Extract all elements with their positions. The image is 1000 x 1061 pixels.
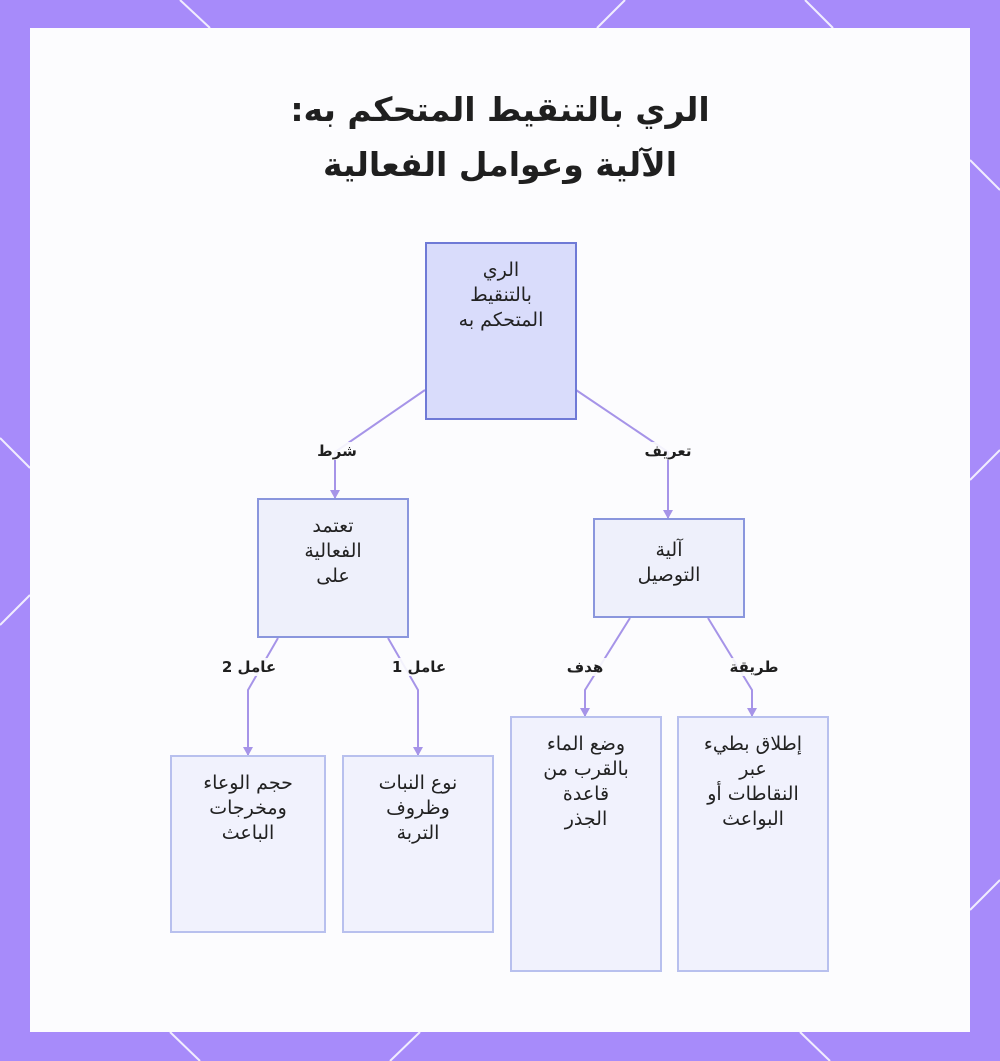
title-line-1: الري بالتنقيط المتحكم به: [290,90,710,129]
node-method: إطلاق بطيء عبر النقاطات أو البواعث [677,716,829,972]
node-factor1: نوع النبات وظروف التربة [342,755,494,933]
node-effectiveness: تعتمد الفعالية على [257,498,409,638]
edge-effectiveness-to-factor1 [388,638,418,755]
node-mechanism: آلية التوصيل [593,518,745,618]
edge-label-method: طريقة [727,658,782,676]
edge-label-condition: شرط [314,442,360,460]
node-goal: وضع الماء بالقرب من قاعدة الجذر [510,716,662,972]
title-line-2: الآلية وعوامل الفعالية [322,145,678,184]
edge-label-factor2: عامل 2 [219,658,279,676]
edge-label-goal: هدف [564,658,607,676]
node-factor2: حجم الوعاء ومخرجات الباعث [170,755,326,933]
edge-effectiveness-to-factor2 [248,638,278,755]
edge-label-factor1: عامل 1 [389,658,449,676]
edge-label-definition: تعريف [642,442,695,460]
node-root: الري بالتنقيط المتحكم به [425,242,577,420]
